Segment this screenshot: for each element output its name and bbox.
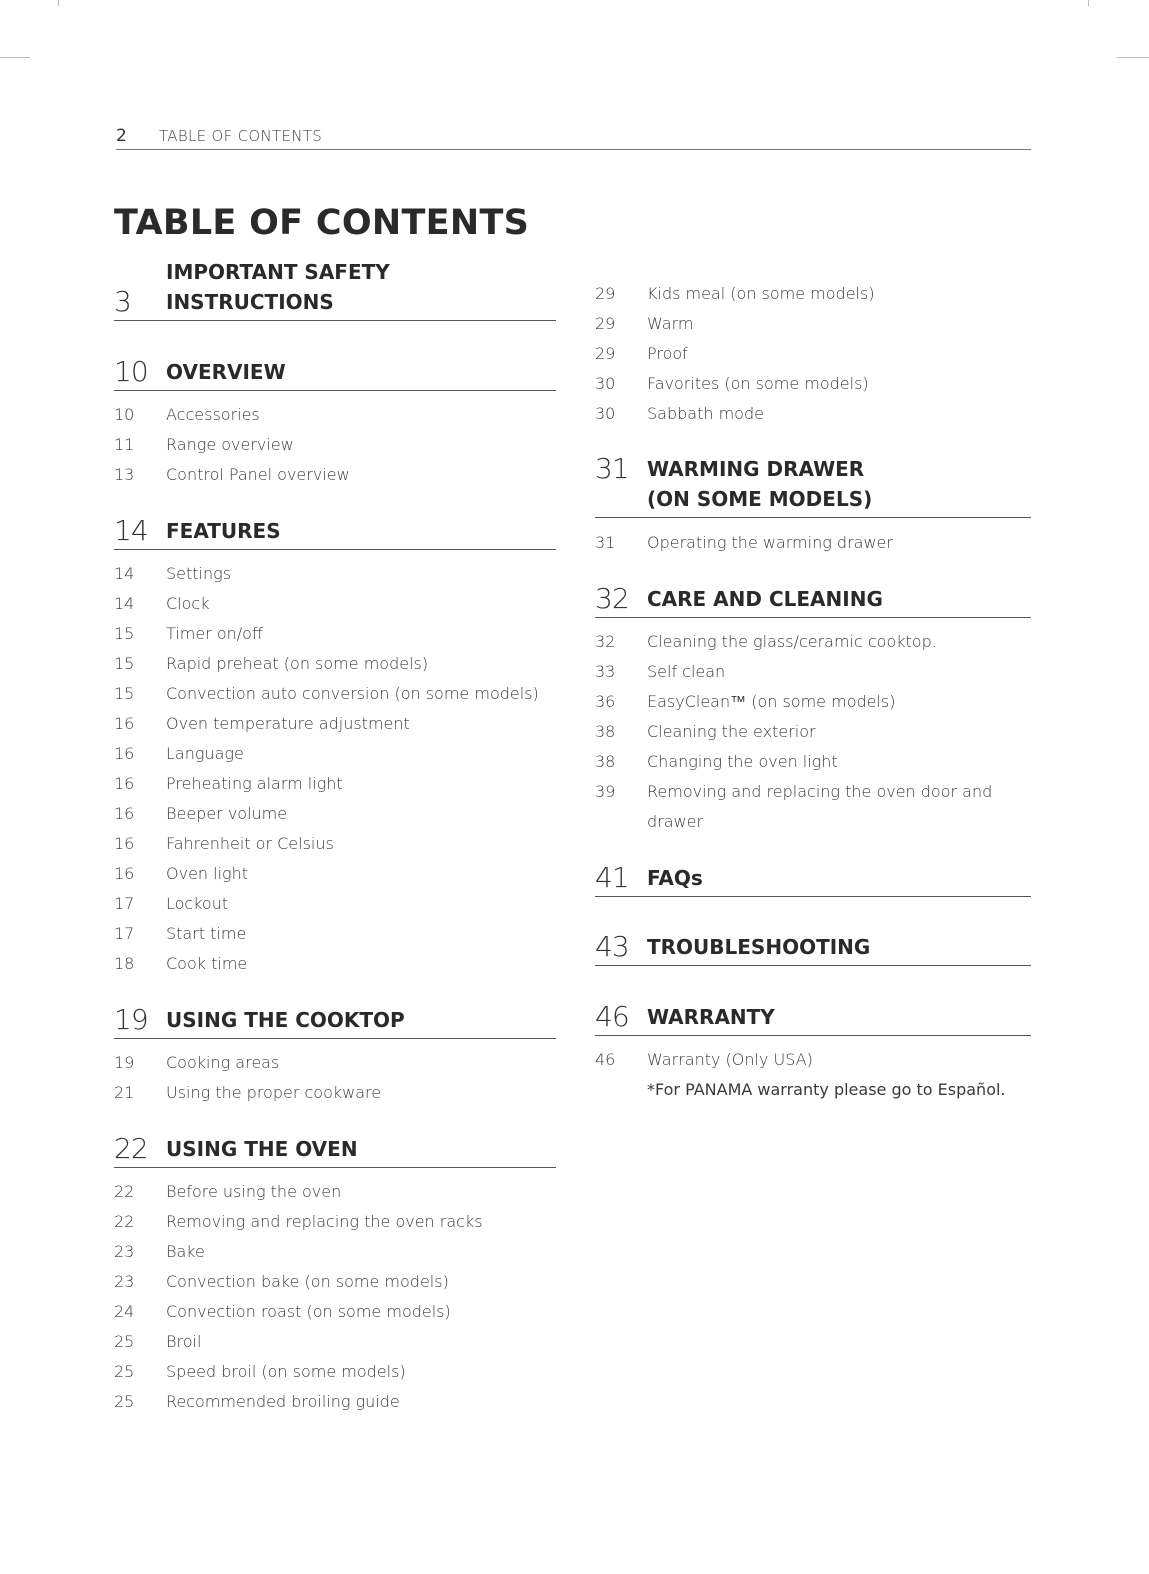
entry-page: 25 [114,1362,135,1381]
entry-text: Convection roast (on some models) [166,1302,451,1321]
warranty-note: *For PANAMA warranty please go to Español. [647,1080,1006,1099]
crop-mark [58,0,59,6]
entry-page: 11 [114,435,135,454]
entry-page: 25 [114,1392,135,1411]
section-title: WARRANTY [647,1005,775,1029]
toc-entry[interactable] [114,1302,556,1332]
page-number: 2 [116,126,127,146]
section-page: 22 [114,1132,148,1165]
entry-text: Operating the warming drawer [647,533,893,552]
section-title: FAQs [647,866,703,890]
section-title: CARE AND CLEANING [647,587,883,611]
entry-page: 46 [595,1050,616,1069]
entry-text: Convection bake (on some models) [166,1272,449,1291]
crop-mark [1117,57,1149,58]
entry-page: 17 [114,924,135,943]
toc-entry-continuation[interactable] [595,812,1031,842]
toc-section-care-cleaning[interactable] [595,577,1031,618]
entry-page: 29 [595,344,616,363]
toc-entry[interactable] [114,435,556,465]
entry-page: 19 [114,1053,135,1072]
toc-entry[interactable] [114,405,556,435]
entry-page: 39 [595,782,616,801]
entry-text: Removing and replacing the oven door and [647,782,993,801]
section-page: 41 [595,861,629,894]
entry-text: Recommended broiling guide [166,1392,400,1411]
page-title: TABLE OF CONTENTS [114,203,530,243]
entry-text: Favorites (on some models) [647,374,869,393]
entry-page: 15 [114,624,135,643]
toc-entry[interactable] [114,594,556,624]
toc-section-safety[interactable] [114,260,556,321]
entry-text: Settings [166,564,232,583]
entry-page: 31 [595,533,616,552]
crop-mark [0,57,30,58]
entry-page: 16 [114,774,135,793]
section-page: 32 [595,582,629,615]
entry-page: 13 [114,465,135,484]
entry-text: Convection auto conversion (on some models) [166,684,539,703]
toc-entry[interactable] [114,465,556,495]
entry-text: Before using the oven [166,1182,342,1201]
section-title: FEATURES [166,519,281,543]
entry-text: drawer [647,812,704,831]
entry-text: Removing and replacing the oven racks [166,1212,483,1231]
section-title [647,454,872,514]
entry-text: Language [166,744,244,763]
entry-text: EasyClean™ (on some models) [647,692,896,711]
toc-entry[interactable] [114,1332,556,1362]
section-title: OVERVIEW [166,360,286,384]
entry-text: Cook time [166,954,248,973]
entry-page: 16 [114,864,135,883]
section-page: 19 [114,1003,148,1036]
toc-entry[interactable] [114,894,556,924]
toc-entry[interactable] [114,654,556,684]
toc-section-warming-drawer[interactable] [595,447,1031,518]
toc-section-faqs[interactable] [595,856,1031,897]
entry-page: 10 [114,405,135,424]
entry-page: 18 [114,954,135,973]
entry-page: 24 [114,1302,135,1321]
entry-page: 29 [595,284,616,303]
entry-text: Lockout [166,894,229,913]
entry-text: Warm [647,314,694,333]
section-title: USING THE COOKTOP [166,1008,405,1032]
entry-page: 16 [114,744,135,763]
entry-text: Range overview [166,435,294,454]
toc-entry[interactable] [595,722,1031,752]
toc-entry[interactable] [114,684,556,714]
toc-entry[interactable] [114,1242,556,1272]
entry-text: Cleaning the exterior [647,722,816,741]
entry-page: 22 [114,1182,135,1201]
entry-text: Timer on/off [166,624,263,643]
entry-text: Bake [166,1242,205,1261]
toc-entry[interactable] [595,662,1031,692]
toc-entry[interactable] [114,1362,556,1392]
toc-entry[interactable] [114,714,556,744]
entry-page: 16 [114,714,135,733]
toc-entry[interactable] [595,533,1031,563]
section-page: 10 [114,355,148,388]
entry-page: 33 [595,662,616,681]
entry-text: Changing the oven light [647,752,838,771]
entry-text: Kids meal (on some models) [647,284,875,303]
entry-page: 15 [114,684,135,703]
toc-entry[interactable] [114,1212,556,1242]
entry-text: Clock [166,594,210,613]
entry-text: Cooking areas [166,1053,280,1072]
toc-entry[interactable] [114,1053,556,1083]
crop-mark [1088,0,1089,6]
toc-entry[interactable] [114,924,556,954]
entry-text: Beeper volume [166,804,288,823]
entry-page: 29 [595,314,616,333]
running-title: TABLE OF CONTENTS [159,127,323,145]
toc-entry[interactable] [114,1083,556,1113]
entry-text: Self clean [647,662,726,681]
entry-text: Speed broil (on some models) [166,1362,406,1381]
toc-entry[interactable] [114,954,556,984]
entry-text: Control Panel overview [166,465,350,484]
toc-section-oven[interactable] [114,1127,556,1168]
toc-entry[interactable] [114,744,556,774]
toc-entry[interactable] [114,1272,556,1302]
entry-page: 16 [114,834,135,853]
toc-entry[interactable] [595,1050,1031,1080]
entry-text: Preheating alarm light [166,774,343,793]
toc-entry[interactable] [114,864,556,894]
entry-page: 36 [595,692,616,711]
section-title-line: (ON SOME MODELS) [647,487,873,511]
entry-page: 17 [114,894,135,913]
entry-page: 30 [595,404,616,423]
toc-entry[interactable] [595,374,1031,404]
toc-section-warranty[interactable] [595,995,1031,1036]
toc-section-troubleshooting[interactable] [595,925,1031,966]
section-page: 14 [114,514,148,547]
entry-page: 30 [595,374,616,393]
toc-entry[interactable] [595,404,1031,434]
toc-section-features[interactable] [114,509,556,550]
entry-text: Cleaning the glass/ceramic cooktop. [647,632,937,651]
toc-entry[interactable] [595,344,1031,374]
running-header [116,126,1031,150]
toc-entry[interactable] [595,782,1031,812]
section-title: TROUBLESHOOTING [647,935,871,959]
entry-page: 14 [114,594,135,613]
toc-entry[interactable] [114,804,556,834]
entry-page: 32 [595,632,616,651]
toc-entry[interactable] [114,564,556,594]
section-page: 3 [114,285,131,318]
section-title: IMPORTANT SAFETY INSTRUCTIONS [166,260,390,314]
entry-text: Start time [166,924,247,943]
entry-page: 23 [114,1272,135,1291]
toc-entry[interactable] [114,774,556,804]
toc-entry[interactable] [595,632,1031,662]
toc-entry[interactable] [595,692,1031,722]
entry-text: Oven temperature adjustment [166,714,410,733]
toc-entry[interactable] [114,624,556,654]
section-title-line: WARMING DRAWER [647,457,865,481]
entry-text: Fahrenheit or Celsius [166,834,334,853]
toc-entry[interactable] [114,834,556,864]
entry-text: Sabbath mode [647,404,764,423]
entry-page: 38 [595,752,616,771]
section-page: 31 [595,452,629,485]
section-page: 43 [595,930,629,963]
toc-entry[interactable] [595,284,1031,314]
section-title: USING THE OVEN [166,1137,358,1161]
toc-entry[interactable] [595,314,1031,344]
entry-text: Broil [166,1332,202,1351]
entry-text: Accessories [166,405,260,424]
toc-entry[interactable] [595,752,1031,782]
section-page: 46 [595,1000,629,1033]
entry-text: Warranty (Only USA) [647,1050,813,1069]
entry-text: Rapid preheat (on some models) [166,654,429,673]
entry-page: 38 [595,722,616,741]
entry-text: Oven light [166,864,249,883]
entry-page: 16 [114,804,135,823]
entry-text: Proof [647,344,688,363]
toc-entry[interactable] [114,1392,556,1422]
entry-page: 22 [114,1212,135,1231]
entry-page: 15 [114,654,135,673]
toc-section-cooktop[interactable] [114,998,556,1039]
entry-page: 23 [114,1242,135,1261]
entry-page: 14 [114,564,135,583]
entry-text: Using the proper cookware [166,1083,382,1102]
toc-entry[interactable] [114,1182,556,1212]
toc-section-overview[interactable] [114,350,556,391]
entry-page: 25 [114,1332,135,1351]
entry-page: 21 [114,1083,135,1102]
